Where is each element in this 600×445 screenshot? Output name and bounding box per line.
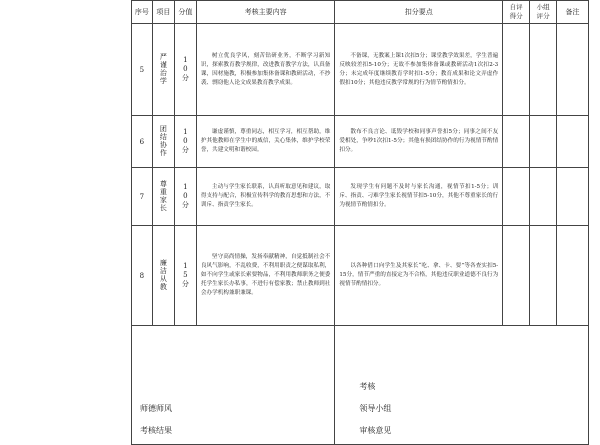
- row-item: [152, 24, 174, 116]
- row-main-content: [196, 168, 334, 226]
- row-main-content: [196, 24, 334, 116]
- row-self-eval-cell[interactable]: [503, 226, 530, 326]
- header-item: 项目: [152, 1, 174, 24]
- row-self-eval-cell[interactable]: [503, 116, 530, 168]
- header-self-eval: [503, 1, 530, 24]
- header-main-content: 考核主要内容: [196, 1, 334, 24]
- row-item: [152, 226, 174, 326]
- evaluation-table: [131, 0, 589, 445]
- row-deduction-text: 以各种借口向学生及其家长“吃、拿、卡、要”等各查实扣5-15分，情节严重的直接定为不合格，其他违反职业道德不良行为视情节酌情扣分。: [339, 263, 499, 287]
- row-score-text: 15分: [181, 261, 190, 288]
- row-item-text: 严谨治学: [159, 52, 168, 85]
- row-score: [174, 168, 196, 226]
- header-note: 备注: [557, 1, 589, 24]
- row-seq: 6: [132, 116, 153, 168]
- row-self-eval-cell[interactable]: [503, 24, 530, 116]
- row-deduction-text: 发现学生有问题不及时与家长沟通，视情节扣1-5分；训斥、指责、刁难学生家长视情节扣5-10分，其他不尊重家长的行为视情节酌情扣分。: [339, 184, 499, 208]
- table-row: [132, 116, 589, 168]
- row-group-eval-cell[interactable]: [530, 168, 557, 226]
- row-deduction: [335, 226, 503, 326]
- row-item-text: 尊重家长: [159, 179, 168, 212]
- table-row: [132, 168, 589, 226]
- row-score-text: 10分: [181, 127, 190, 154]
- row-note-cell[interactable]: [557, 24, 589, 116]
- row-main-text: 树立优良学风，刻苦钻研业务，不断学习新知识，探索教育教学规律，改进教育教学方法，认真备课，因材施教，积极参加集体备课和教研活动，不抄袭、剽窃他人论文成果教育教学成果。: [200, 52, 331, 86]
- header-score: 分值: [174, 1, 196, 24]
- header-group-eval-line2: 评分: [536, 12, 550, 20]
- row-note-cell[interactable]: [557, 116, 589, 168]
- table-row: [132, 226, 589, 326]
- row-deduction-text: 散布不良言论、诋毁学校和同事声誉扣5分；同事之间不友爱相处，争吵1次扣1-5分；其他有损团结协作的行为视情节酌情扣分。: [339, 129, 499, 153]
- row-main-text: 坚守高尚情操，发扬奉献精神，自觉抵制社会不良风气影响，不乱收费，不利用职责之便谋取私利，如不向学生或家长索要物品，不利用教师职务之便委托学生家长办私事，不进行有偿家教；禁止教师到社会办学机构兼职兼课。: [200, 254, 331, 296]
- header-seq: 序号: [132, 1, 153, 24]
- row-score: [174, 226, 196, 326]
- row-score-text: 10分: [181, 182, 190, 209]
- row-deduction: [335, 168, 503, 226]
- review-label-line1: 考核: [359, 382, 376, 391]
- row-self-eval-cell[interactable]: [503, 168, 530, 226]
- review-label-line3: 审核意见: [359, 426, 392, 435]
- row-main-content: [196, 116, 334, 168]
- row-deduction: [335, 116, 503, 168]
- table-row: [132, 24, 589, 116]
- row-group-eval-cell[interactable]: [530, 24, 557, 116]
- row-score: [174, 116, 196, 168]
- header-row: [132, 1, 589, 24]
- row-main-text: 谦虚谨慎，尊重同志，相互学习，相互帮助，维护其他教师在学生中的威信，关心集体，维护学校荣誉，共建文明和谐校园。: [200, 129, 331, 153]
- row-seq: 5: [132, 24, 153, 116]
- header-group-eval: [530, 1, 557, 24]
- result-label-line1: 师德师风: [140, 404, 172, 413]
- row-deduction-text: 不备课，无教案上课1次扣5分；课堂教学效果差，学生普遍反映较差扣5-10分；无故不参加集体备课或教研活动1次扣2-3分；未完成年度继续教育学时扣1-5分；教育成果和论文弄虚作假扣10分；其他违反教学常规的行为情节酌情扣分。: [339, 52, 499, 86]
- row-main-content: [196, 226, 334, 326]
- row-deduction: [335, 24, 503, 116]
- row-item-text: 团结协作: [159, 124, 168, 157]
- header-deduction: 扣分要点: [335, 1, 503, 24]
- header-group-eval-line1: 小组: [536, 3, 550, 11]
- row-item: [152, 116, 174, 168]
- row-score-text: 10分: [181, 55, 190, 82]
- row-seq: 8: [132, 226, 153, 326]
- header-self-eval-line1: 自评: [509, 3, 523, 11]
- header-self-eval-line2: 得分: [509, 12, 523, 20]
- result-label-line2: 考核结果: [140, 426, 172, 435]
- row-note-cell[interactable]: [557, 226, 589, 326]
- row-item-text: 廉洁从教: [159, 258, 168, 291]
- row-group-eval-cell[interactable]: [530, 116, 557, 168]
- review-label-line2: 领导小组: [359, 404, 392, 413]
- row-note-cell[interactable]: [557, 168, 589, 226]
- result-cell: [132, 326, 335, 445]
- footer-row: [132, 326, 589, 445]
- row-seq: 7: [132, 168, 153, 226]
- row-main-text: 主动与学生家长联系，认真听取意见和建议，取得支持与配合，积极宣传科学的教育思想和方法，不训斥、指责学生家长。: [200, 184, 331, 208]
- row-group-eval-cell[interactable]: [530, 226, 557, 326]
- review-cell: [335, 326, 589, 445]
- row-score: [174, 24, 196, 116]
- row-item: [152, 168, 174, 226]
